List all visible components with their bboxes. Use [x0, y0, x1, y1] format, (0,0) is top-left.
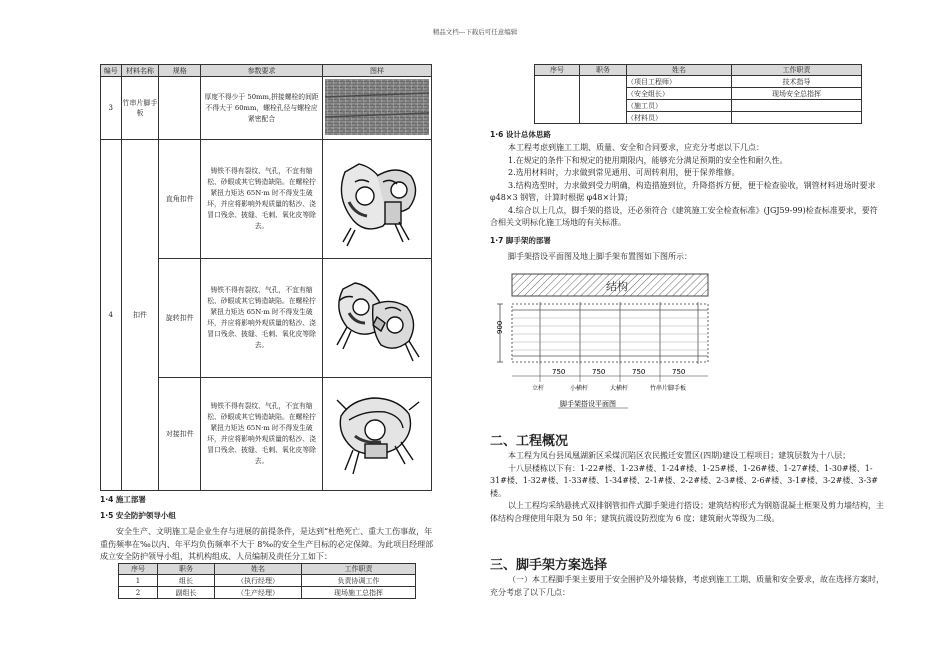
- overview-body: [490, 450, 884, 525]
- col-header-resp: 工作职责: [302, 564, 416, 575]
- col-header-image: 图样: [322, 65, 431, 77]
- dim-900-label: 900: [496, 320, 504, 334]
- right-angle-coupler-image: [325, 142, 429, 254]
- cell-duty: 组长: [158, 575, 215, 587]
- label-upright-pole: 立杆: [532, 385, 545, 392]
- overview-paragraph: 本工程为凤台县凤凰湖新区采煤沉陷区农民搬迁安置区(四期)建设工程项目；建筑层数为十八层；: [508, 451, 851, 460]
- table-row: [535, 76, 862, 88]
- cell-req: 铸铁不得有裂纹、气孔，不宜有缩松、砂眼或其它铸造缺陷。在螺栓拧紧扭力矩达 65N·m 时不得发生破坏，并应将影响外观质量的粘沙、浇冒口残余、披缝、毛刺、氧化皮等除去。: [201, 259, 323, 378]
- section-1-7-paragraph: 脚手架搭设平面图及地上脚手架布置图如下图所示：: [508, 252, 692, 261]
- s16-line: 本工程考虑到施工工期、质量、安全和合同要求，应充分考虑以下几点：: [508, 143, 764, 152]
- heading-scheme: 三、脚手架方案选择: [490, 558, 608, 573]
- col-header-no: 序号: [119, 564, 158, 575]
- overview-paragraph: 十八层楼栋以下有：1-22#楼、1-23#楼、1-24#楼、1-25#楼、1-26#楼、1-27#楼、1-30#楼、1-31#楼、1-32#楼、1-33#楼、1-34#楼、2-1#楼、2-2#楼、2-3#楼、2-6#楼、3-1#楼、3-2#楼、3-3#楼。: [490, 463, 879, 498]
- cell-duty: 副组长: [158, 587, 215, 599]
- cell-name: （执行经理）: [215, 575, 302, 587]
- cell-resp: 现场安全总指挥: [732, 88, 862, 100]
- diagram-caption: 脚手架搭设平面图: [560, 400, 616, 408]
- table-header-row: [101, 65, 432, 77]
- swivel-coupler-image: [325, 261, 429, 373]
- col-header-no: 序号: [535, 65, 580, 76]
- heading-overview: 二、工程概况: [490, 434, 569, 449]
- col-header-name: 姓名: [627, 65, 732, 76]
- col-header-resp: 工作职责: [732, 65, 862, 76]
- col-header-duty: 职务: [580, 65, 627, 76]
- cell-name: （项目工程师）: [627, 76, 732, 88]
- s16-line: 1.在规定的条件下和规定的使用期限内，能够充分满足预期的安全性和耐久性。: [508, 155, 788, 165]
- cell-no: 1: [119, 575, 158, 587]
- label-large-crossbar: 大横杆: [610, 385, 629, 392]
- org-table-left: [118, 563, 416, 599]
- bamboo-board-image: [325, 79, 429, 135]
- cell-req: 铸铁不得有裂纹、气孔，不宜有缩松、砂眼或其它铸造缺陷。在螺栓拧紧扭力矩达 65N·m 时不得发生破坏，并应将影响外观质量的粘沙、浇冒口残余、披缝、毛刺、氧化皮等除去。: [201, 378, 323, 491]
- label-bamboo-board: 竹串片脚手板: [650, 385, 687, 392]
- cell-spec: [159, 77, 201, 140]
- cell-name: 扣件: [121, 140, 159, 491]
- dim-750-label: 750: [672, 368, 686, 376]
- cell-spec: 对接扣件: [159, 378, 201, 491]
- section-1-7-title: 1·7 脚手架的部署: [490, 236, 551, 245]
- s16-line: 3.结构选型时，力求做到受力明确，构造措施到位，升降搭拆方便，便于检查验收，钢管材料进场时要求 φ48×3 钢管，计算时根据 φ48×计算;: [490, 180, 876, 202]
- cell-resp: 技术指导: [732, 76, 862, 88]
- label-small-crossbar: 小横杆: [570, 385, 589, 392]
- cell-name: 竹串片脚手板: [121, 77, 159, 140]
- dim-750-label: 750: [592, 368, 606, 376]
- section-1-5-title: 1·5 安全防护领导小组: [100, 511, 176, 520]
- cell-image: [322, 378, 431, 491]
- section-1-4-title: 1·4 施工部署: [100, 495, 146, 504]
- cell-resp: [732, 100, 862, 112]
- cell-req: 厚度不得少于 50mm,拼接螺栓的间距不得大于 60mm，螺栓孔径与螺栓应紧密配合: [201, 77, 323, 140]
- cell-no: [535, 76, 580, 124]
- cell-resp: [732, 112, 862, 124]
- col-header-duty: 职务: [158, 564, 215, 575]
- cell-duty: [580, 76, 627, 124]
- table-row: [101, 140, 432, 259]
- cell-name: （材料员）: [627, 112, 732, 124]
- table-header-row: [119, 564, 416, 575]
- scaffold-plan-diagram: [488, 268, 716, 410]
- cell-name: （生产经理）: [215, 587, 302, 599]
- cell-name: （安全组长）: [627, 88, 732, 100]
- structure-label: 结构: [606, 280, 628, 293]
- table-row: [101, 77, 432, 140]
- cell-no: 3: [101, 77, 122, 140]
- table-header-row: [535, 65, 862, 76]
- col-header-name: 姓名: [215, 564, 302, 575]
- cell-no: 2: [119, 587, 158, 599]
- table-row: [119, 575, 416, 587]
- section-1-6-body: [490, 142, 884, 230]
- col-header-req: 参数要求: [201, 65, 323, 77]
- overview-paragraph: 以上工程均采纳悬挑式双排钢管扣件式脚手架进行搭设；建筑结构形式为钢筋混凝土框架及剪力墙结构，主体结构合理使用年限为 50 年；建筑抗震设防烈度为 6 度；建筑耐火等级为二级。: [490, 501, 884, 523]
- material-table: [100, 64, 432, 491]
- s16-line: 2.选用材料时，力求做到常见通用、可周转利用，便于保养维修。: [508, 168, 740, 177]
- cell-image: [322, 77, 431, 140]
- cell-image: [322, 259, 431, 378]
- cell-name: （施工员）: [627, 100, 732, 112]
- s16-line: 4.综合以上几点，脚手架的搭设，还必须符合《建筑施工安全检查标准》(JGJ59-99)检查标准要求，要符合相关文明标化施工场地的有关标准。: [490, 205, 878, 227]
- dim-750-label: 750: [552, 368, 566, 376]
- cell-resp: 负责协调工作: [302, 575, 416, 587]
- section-1-5-paragraph: 安全生产、文明施工是企业生存与进展的前提条件，是达到“杜绝死亡、重大工伤事故，年重伤频率在‰以内、年平均负伤频率不大于 8‰的安全生产目标的必定保障。为此项目经理部成立安全防护领导小组，其机构组成、人员编制及责任分工如下：: [100, 527, 434, 561]
- scheme-paragraph: （一）本工程脚手架主要用于安全围护及外墙装修，考虑到施工工期、质量和安全要求，故在选择方案时，充分考虑了以下几点：: [490, 575, 884, 597]
- cell-spec: 直角扣件: [159, 140, 201, 259]
- cell-resp: 现场施工总指挥: [302, 587, 416, 599]
- cell-req: 铸铁不得有裂纹、气孔，不宜有缩松、砂眼或其它铸造缺陷。在螺栓拧紧扭力矩达 65N·m 时不得发生破坏，并应将影响外观质量的粘沙、浇冒口残余、披缝、毛刺、氧化皮等除去。: [201, 140, 323, 259]
- col-header-name: 材料名称: [121, 65, 159, 77]
- section-1-6-title: 1·6 设计总体思路: [490, 130, 551, 139]
- table-row: [119, 587, 416, 599]
- cell-spec: 旋转扣件: [159, 259, 201, 378]
- col-header-spec: 规格: [159, 65, 201, 77]
- org-table-right: [534, 64, 862, 124]
- cell-no: 4: [101, 140, 122, 491]
- butt-coupler-image: [325, 380, 429, 486]
- page-header: 精品文档---下载后可任意编辑: [432, 28, 518, 36]
- dim-750-label: 750: [632, 368, 646, 376]
- scaffold-board-area: [512, 304, 708, 362]
- col-header-no: 编号: [101, 65, 122, 77]
- cell-image: [322, 140, 431, 259]
